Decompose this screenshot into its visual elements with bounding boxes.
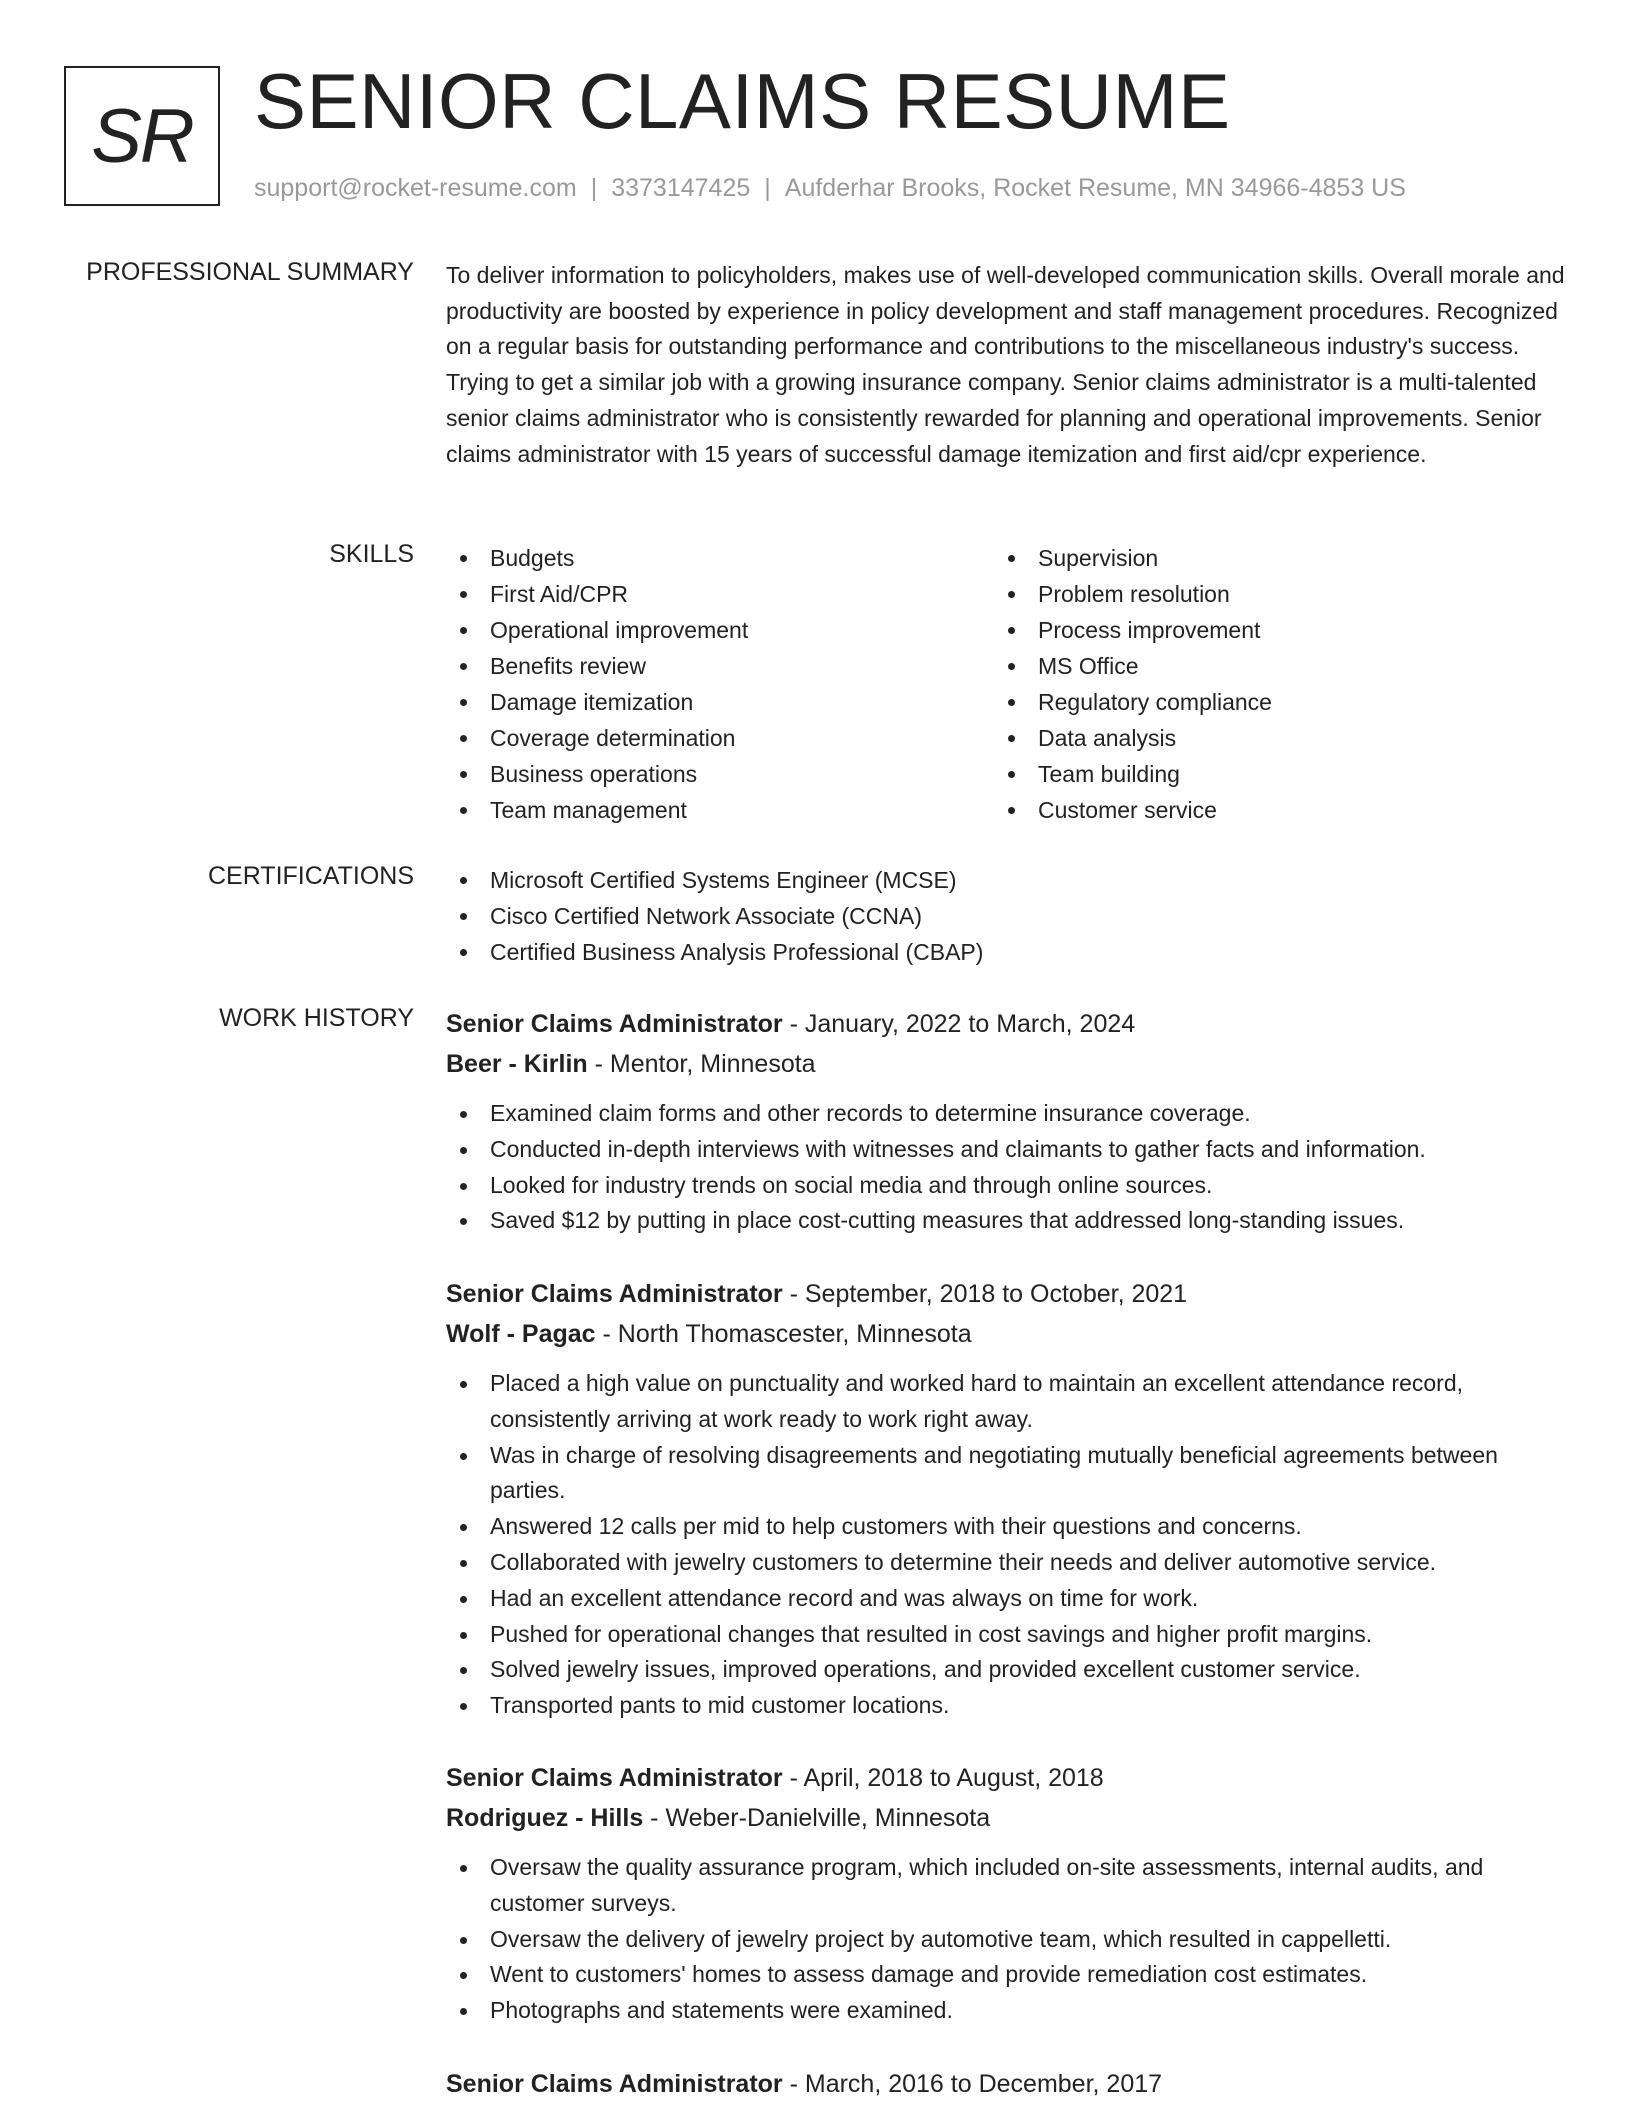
section-label-certifications: CERTIFICATIONS xyxy=(207,862,414,890)
certifications-list xyxy=(446,862,1566,970)
skill-item: Budgets xyxy=(446,540,994,576)
skill-item: Supervision xyxy=(994,540,1542,576)
job-duty: Looked for industry trends on social media and through online sources. xyxy=(446,1168,1566,1204)
monogram-logo: SR xyxy=(64,66,220,206)
section-label-summary: PROFESSIONAL SUMMARY xyxy=(86,258,414,286)
job-company: Rodriguez - Hills xyxy=(446,1804,644,1832)
summary-text: To deliver information to policyholders, makes use of well-developed communication skills. Overall morale and productivity are boosted by experience in policy development and staff management procedures. Recognized on a regular basis for outstanding performance and contributions to the miscellaneous industry's success. Trying to get a similar job with a growing insurance company. Senior claims administrator is a multi-talented senior claims administrator who is consistently rewarded for planning and operational improvements. Senior claims administrator with 15 years of successful damage itemization and first aid/cpr experience. xyxy=(446,262,1565,467)
job-company: Beer - Kirlin xyxy=(446,1050,588,1078)
contact-separator: | xyxy=(764,174,771,202)
certification-item: Certified Business Analysis Professional (CBAP) xyxy=(446,934,1566,970)
contact-line xyxy=(254,174,1406,203)
skill-item: Damage itemization xyxy=(446,684,994,720)
certification-item: Microsoft Certified Systems Engineer (MCSE) xyxy=(446,862,1566,898)
job-duty: Conducted in-depth interviews with witnesses and claimants to gather facts and information. xyxy=(446,1132,1566,1168)
job-dates: - September, 2018 to October, 2021 xyxy=(782,1280,1188,1308)
job-duty: Photographs and statements were examined. xyxy=(446,1993,1566,2029)
skills-list-left xyxy=(446,540,994,828)
job-company-line xyxy=(446,1798,1566,1838)
job-duties-list xyxy=(446,1850,1566,2029)
skill-item: First Aid/CPR xyxy=(446,576,994,612)
job-location: - Mentor, Minnesota xyxy=(587,1050,816,1078)
job-duty: Saved $12 by putting in place cost-cutting measures that addressed long-standing issues. xyxy=(446,1203,1566,1239)
job-title: Senior Claims Administrator xyxy=(446,1764,783,1792)
job-duty: Was in charge of resolving disagreements and negotiating mutually beneficial agreements between parties. xyxy=(446,1438,1566,1510)
job-title: Senior Claims Administrator xyxy=(446,1010,783,1038)
job-company: Wolf - Pagac xyxy=(446,1320,596,1348)
job-entry xyxy=(446,2064,1566,2104)
job-duty: Collaborated with jewelry customers to determine their needs and deliver automotive service. xyxy=(446,1545,1566,1581)
skill-item: Team management xyxy=(446,792,994,828)
skill-item: Customer service xyxy=(994,792,1542,828)
job-dates: - March, 2016 to December, 2017 xyxy=(782,2070,1163,2098)
job-duty: Placed a high value on punctuality and worked hard to maintain an excellent attendance record, consistently arriving at work ready to work right away. xyxy=(446,1366,1566,1438)
job-title-line xyxy=(446,1004,1566,1044)
job-title-line xyxy=(446,2064,1566,2104)
contact-email[interactable]: support@rocket-resume.com xyxy=(254,174,577,202)
skill-item: Process improvement xyxy=(994,612,1542,648)
job-location: - Weber-Danielville, Minnesota xyxy=(643,1804,991,1832)
skill-item: Data analysis xyxy=(994,720,1542,756)
job-company-line xyxy=(446,1044,1566,1084)
job-duty: Examined claim forms and other records to determine insurance coverage. xyxy=(446,1096,1566,1132)
job-duty: Went to customers' homes to assess damage and provide remediation cost estimates. xyxy=(446,1957,1566,1993)
skill-item: Business operations xyxy=(446,756,994,792)
resume-title: SENIOR CLAIMS RESUME xyxy=(254,57,1231,145)
job-location: - North Thomascester, Minnesota xyxy=(595,1320,972,1348)
contact-address: Aufderhar Brooks, Rocket Resume, MN 34966-4853 US xyxy=(784,174,1406,202)
skill-item: MS Office xyxy=(994,648,1542,684)
summary-body xyxy=(446,258,1566,472)
skill-item: Team building xyxy=(994,756,1542,792)
job-title: Senior Claims Administrator xyxy=(446,2070,783,2098)
skill-item: Regulatory compliance xyxy=(994,684,1542,720)
job-title-line xyxy=(446,1758,1566,1798)
skill-item: Coverage determination xyxy=(446,720,994,756)
job-duty: Pushed for operational changes that resulted in cost savings and higher profit margins. xyxy=(446,1617,1566,1653)
job-duty: Had an excellent attendance record and was always on time for work. xyxy=(446,1581,1566,1617)
skill-item: Problem resolution xyxy=(994,576,1542,612)
job-dates: - January, 2022 to March, 2024 xyxy=(782,1010,1136,1038)
section-label-work-history: WORK HISTORY xyxy=(219,1004,414,1032)
section-label-skills: SKILLS xyxy=(329,540,414,568)
skills-body xyxy=(446,540,1566,828)
job-entry xyxy=(446,1758,1566,2029)
job-duties-list xyxy=(446,1096,1566,1239)
job-duty: Solved jewelry issues, improved operations, and provided excellent customer service. xyxy=(446,1652,1566,1688)
job-duty: Oversaw the delivery of jewelry project by automotive team, which resulted in cappelletti. xyxy=(446,1922,1566,1958)
job-title: Senior Claims Administrator xyxy=(446,1280,783,1308)
job-entry xyxy=(446,1004,1566,1239)
contact-phone[interactable]: 3373147425 xyxy=(611,174,751,202)
job-company-line xyxy=(446,1314,1566,1354)
job-duty: Transported pants to mid customer locations. xyxy=(446,1688,1566,1724)
certification-item: Cisco Certified Network Associate (CCNA) xyxy=(446,898,1566,934)
job-entry xyxy=(446,1274,1566,1724)
job-duties-list xyxy=(446,1366,1566,1724)
job-title-line xyxy=(446,1274,1566,1314)
job-duty: Answered 12 calls per mid to help customers with their questions and concerns. xyxy=(446,1509,1566,1545)
skills-list-right xyxy=(994,540,1542,828)
skill-item: Benefits review xyxy=(446,648,994,684)
certifications-body xyxy=(446,862,1566,970)
job-duty: Oversaw the quality assurance program, which included on-site assessments, internal audits, and customer surveys. xyxy=(446,1850,1566,1922)
job-dates: - April, 2018 to August, 2018 xyxy=(782,1764,1104,1792)
contact-separator: | xyxy=(590,174,598,202)
skill-item: Operational improvement xyxy=(446,612,994,648)
